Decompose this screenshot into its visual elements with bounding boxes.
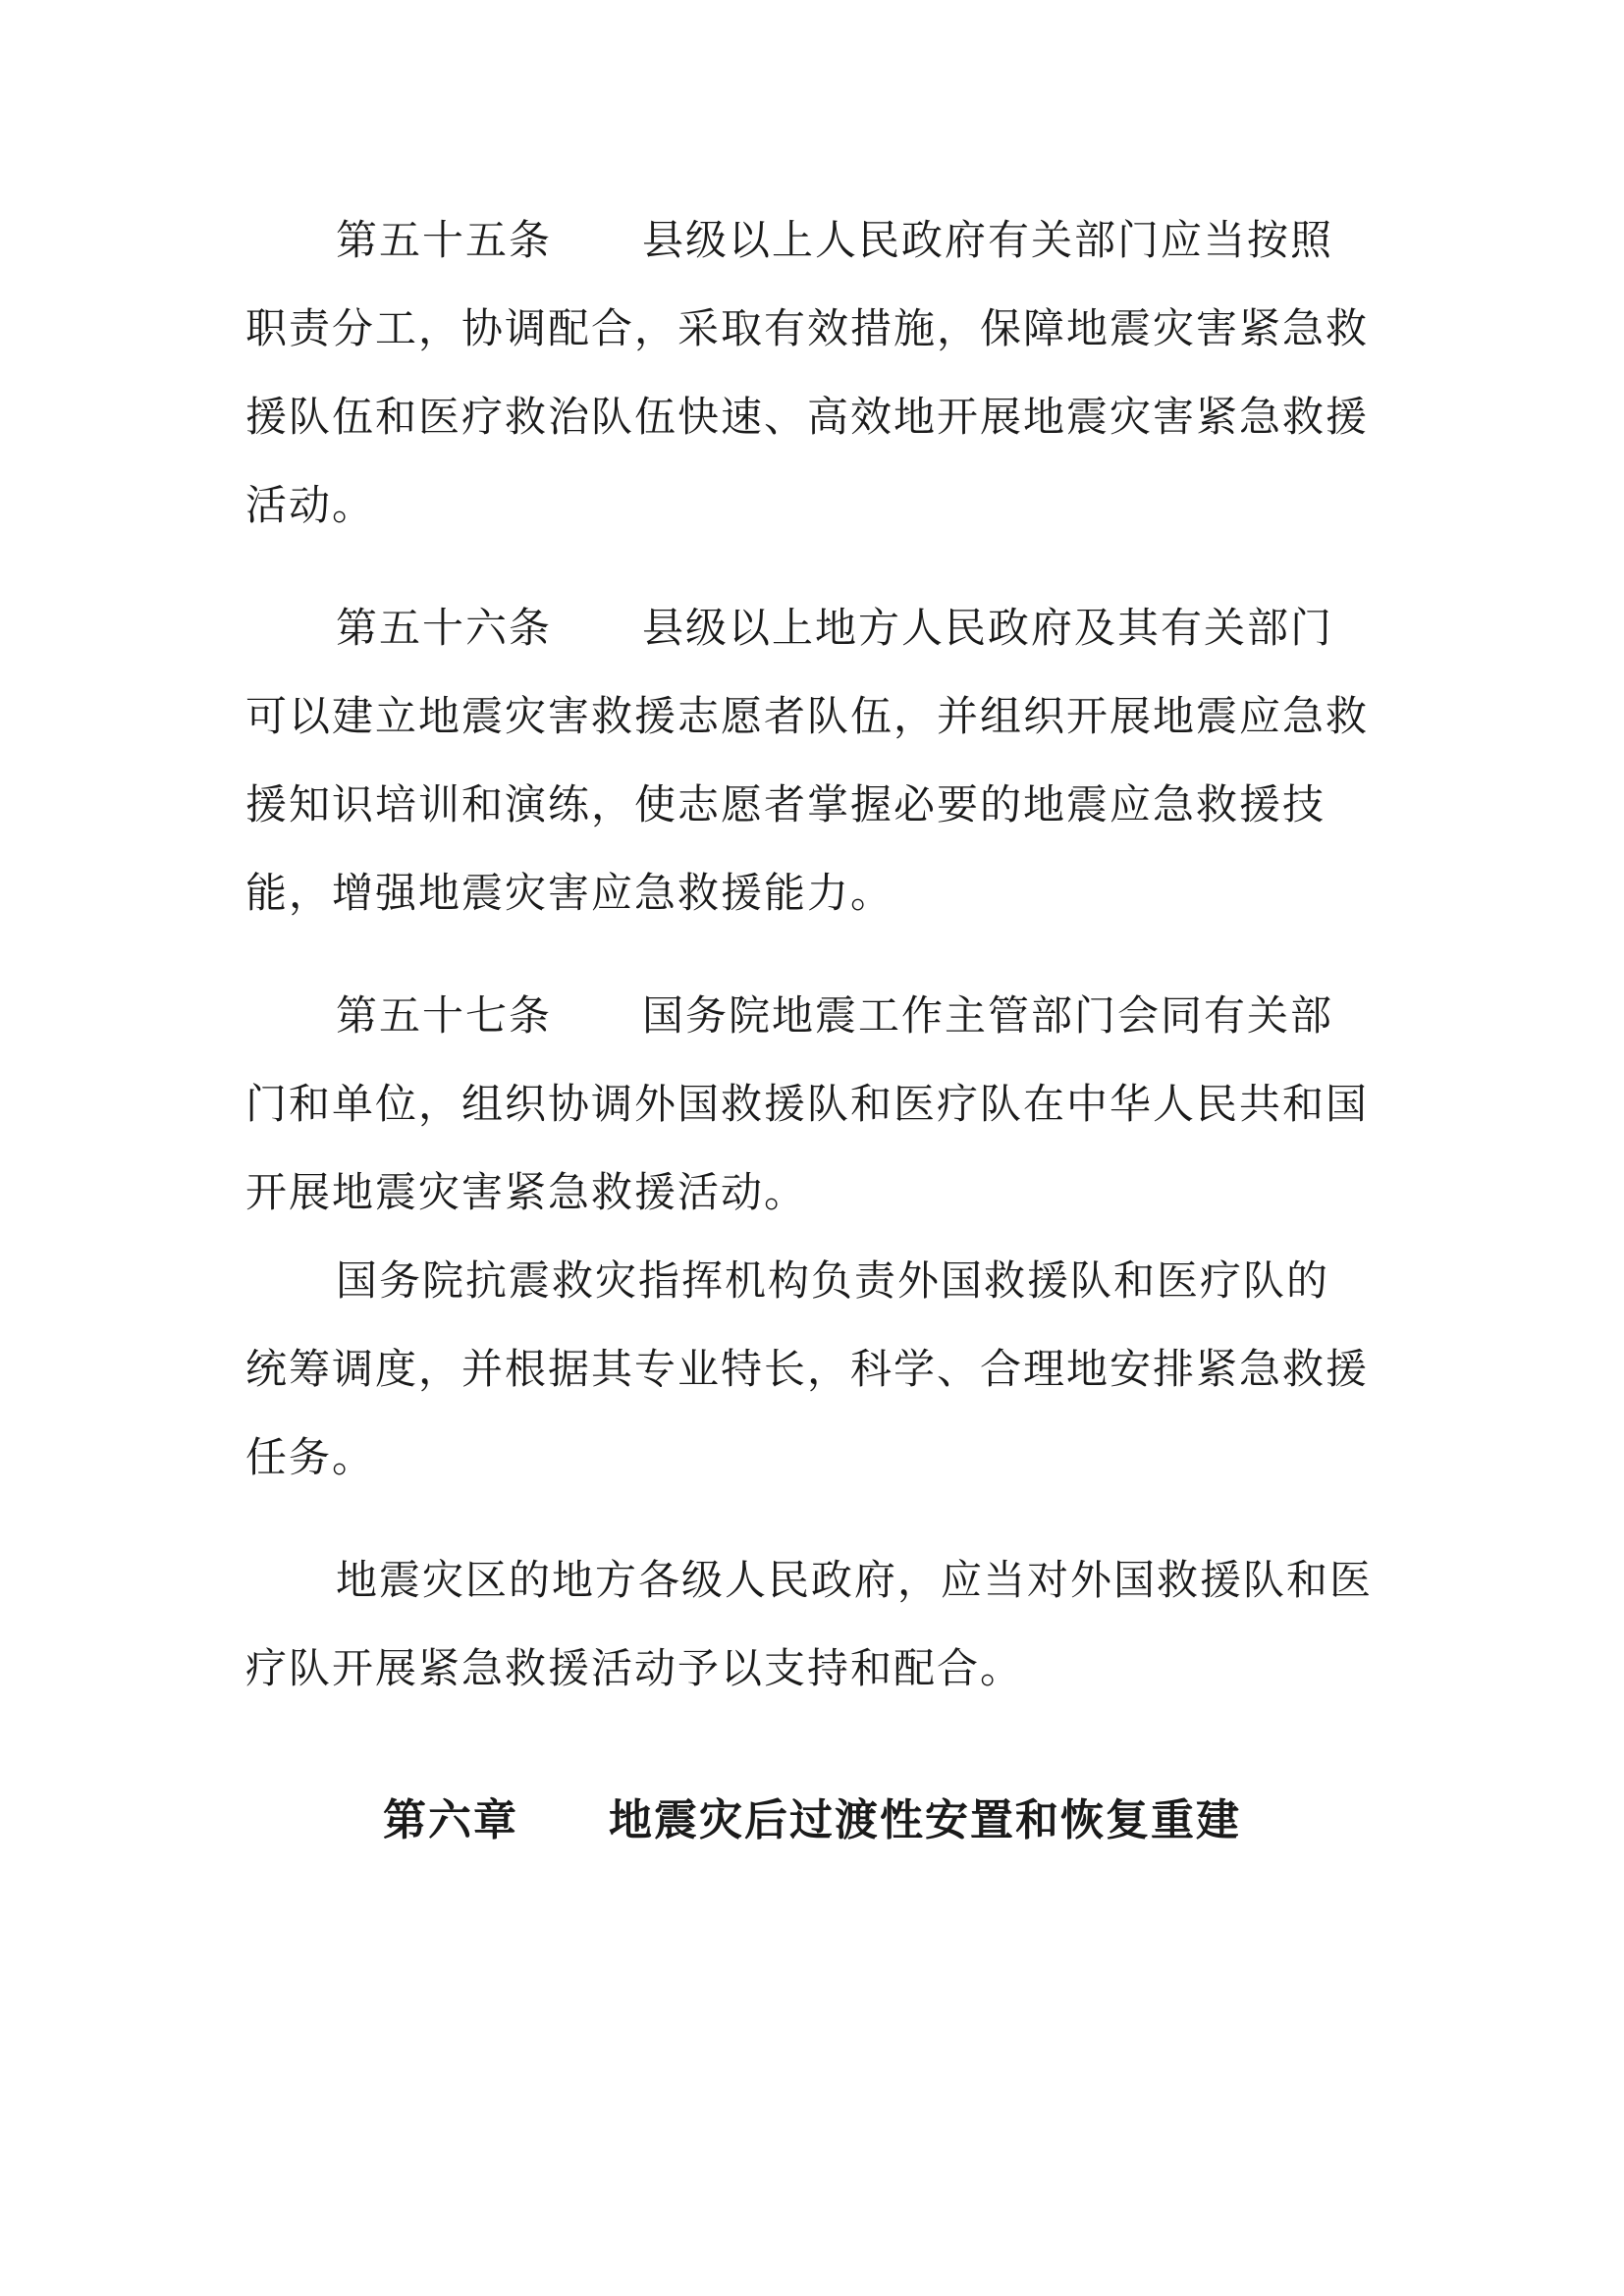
article-57-paragraph-3 xyxy=(245,1536,1394,1713)
article-57 xyxy=(245,972,1394,1237)
paragraph-line: 国务院抗震救灾指挥机构负责外国救援队和医疗队的 xyxy=(336,1256,1330,1305)
paragraph-line: 统筹调度，并根据其专业特长，科学、合理地安排紧急救援 xyxy=(245,1345,1370,1393)
article-text: 县级以上人民政府有关部门应当按照 xyxy=(642,216,1334,264)
article-line: 援队伍和医疗救治队伍快速、高效地开展地震灾害紧急救援 xyxy=(245,393,1370,441)
article-text: 国务院地震工作主管部门会同有关部 xyxy=(642,991,1334,1040)
article-line: 可以建立地震灾害救援志愿者队伍，并组织开展地震应急救 xyxy=(245,692,1370,740)
article-56 xyxy=(245,584,1394,937)
chapter-heading xyxy=(0,1777,1624,1865)
article-line xyxy=(245,972,1394,1060)
article-number: 第五十七条 xyxy=(336,991,553,1040)
paragraph-line: 疗队开展紧急救援活动予以支持和配合。 xyxy=(245,1644,1024,1692)
chapter-number: 第六章 xyxy=(383,1795,518,1845)
paragraph-line: 地震灾区的地方各级人民政府，应当对外国救援队和医 xyxy=(336,1556,1374,1604)
article-line: 援知识培训和演练，使志愿者掌握必要的地震应急救援技 xyxy=(245,780,1326,828)
article-line: 开展地震灾害紧急救援活动。 xyxy=(245,1168,808,1216)
article-number: 第五十五条 xyxy=(336,216,553,264)
paragraph-line: 任务。 xyxy=(245,1433,376,1481)
article-line: 职责分工，协调配合，采取有效措施，保障地震灾害紧急救 xyxy=(245,304,1370,352)
article-line: 活动。 xyxy=(245,481,376,529)
chapter-title: 地震灾后过渡性安置和恢复重建 xyxy=(609,1795,1241,1845)
article-text: 县级以上地方人民政府及其有关部门 xyxy=(642,604,1334,652)
article-line xyxy=(245,196,1394,285)
article-number: 第五十六条 xyxy=(336,604,553,652)
article-line xyxy=(245,584,1394,672)
article-line: 能，增强地震灾害应急救援能力。 xyxy=(245,869,894,917)
article-57-paragraph-2 xyxy=(245,1237,1394,1502)
article-line: 门和单位，组织协调外国救援队和医疗队在中华人民共和国 xyxy=(245,1080,1370,1128)
article-55 xyxy=(245,196,1394,550)
